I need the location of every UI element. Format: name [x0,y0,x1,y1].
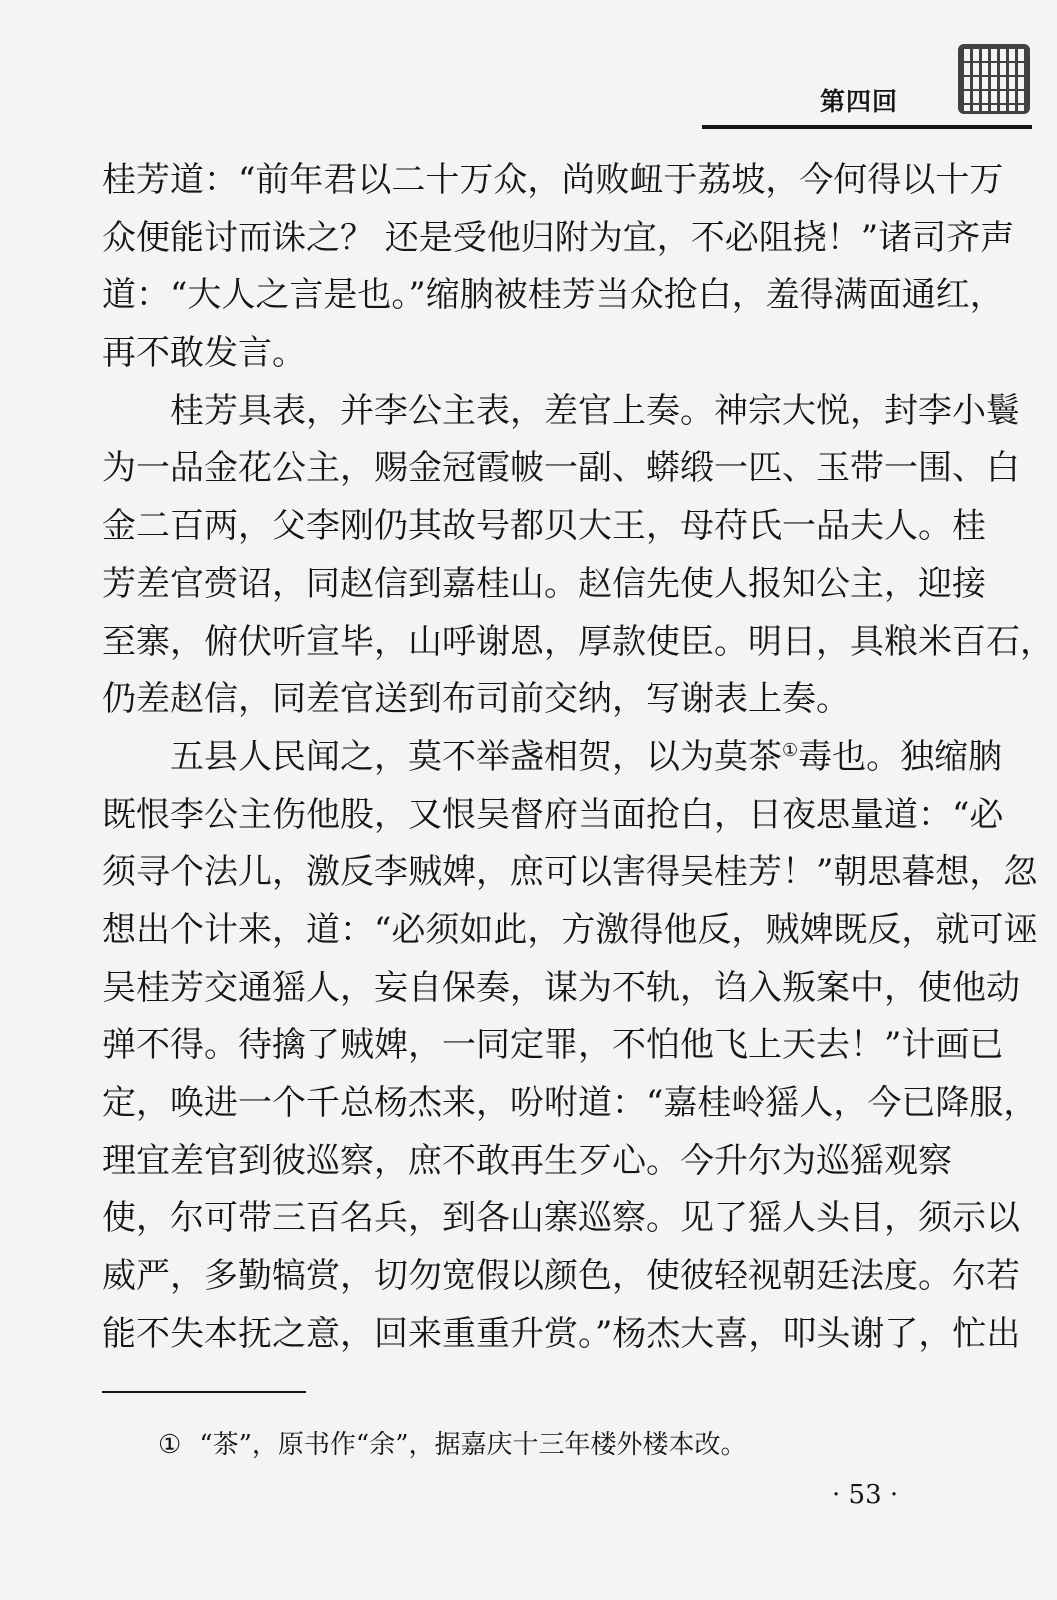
text-line: 既恨李公主伤他股，又恨吴督府当面抢白，日夜思量道：“必 [102,794,1004,835]
text-line: 理宜差官到彼巡察，庶不敢再生歹心。今升尔为巡猺观察 [102,1140,952,1181]
text-line: 须寻个法儿，激反李贼婢，庶可以害得吴桂芳！”朝思暮想，忽 [102,852,1038,893]
text-line: 道：“大人之言是也。”缩朒被桂芳当众抢白，羞得满面通红， [102,275,1004,316]
text-line: 桂芳具表，并李公主表，差官上奏。神宗大悦，封李小鬟 [170,390,1020,431]
text-line: 再不敢发言。 [102,333,306,374]
text-line: 为一品金花公主，赐金冠霞帔一副、蟒缎一匹、玉带一围、白 [102,448,1020,489]
footnote-rule [102,1391,306,1393]
text-line: 众便能讨而诛之？ 还是受他归附为宜，不必阻挠！”诸司齐声 [102,217,1015,258]
text-line: 使，尔可带三百名兵，到各山寨巡察。见了猺人头目，须示以 [102,1198,1020,1239]
text-line: 能不失本抚之意，回来重重升赏。”杨杰大喜，叩头谢了，忙出 [102,1313,1021,1354]
chapter-header: 第四回 [820,87,899,116]
text-line: 威严，多勤犒赏，切勿宽假以颜色，使彼轻视朝廷法度。尔若 [102,1256,1020,1297]
text-line [102,729,1003,787]
text-line: 定，唤进一个千总杨杰来，吩咐道：“嘉桂岭猺人，今已降服， [102,1083,1038,1123]
text-line: 桂芳道：“前年君以二十万众，尚败衄于荔坡，今何得以十万 [102,160,1004,200]
header-rule [702,125,1032,129]
text-span: 毒也。独缩朒 [798,736,1003,777]
footnote-text: “茶”，原书作“余”，据嘉庆十三年楼外楼本改。 [199,1430,747,1460]
footnote [158,1424,746,1461]
footnote-mark: ① [158,1430,182,1460]
text-line: 仍差赵信，同差官送到布司前交纳，写谢表上奏。 [102,679,850,720]
page-number: · 53 · [832,1480,899,1510]
text-span: 五县人民闻之，莫不举盏相贺，以为莫茶 [170,736,782,777]
text-line: 吴桂芳交通猺人，妄自保奏，谋为不轨，诌入叛案中，使他动 [102,967,1020,1008]
text-line: 至寨，俯伏听宣毕，山呼谢恩，厚款使臣。明日，具粮米百石， [102,621,1054,662]
footnote-reference[interactable]: ① [782,739,799,761]
seal-stamp-icon [958,44,1030,114]
text-line: 想出个计来，道：“必须如此，方激得他反，贼婢既反，就可诬 [102,909,1038,950]
text-line: 金二百两，父李刚仍其故号都贝大王，母苻氏一品夫人。桂 [102,506,986,547]
text-line: 芳差官赍诏，同赵信到嘉桂山。赵信先使人报知公主，迎接 [102,563,986,604]
body-text [102,152,1054,1363]
text-line: 弹不得。待擒了贼婢，一同定罪，不怕他飞上天去！”计画已 [102,1025,1004,1066]
